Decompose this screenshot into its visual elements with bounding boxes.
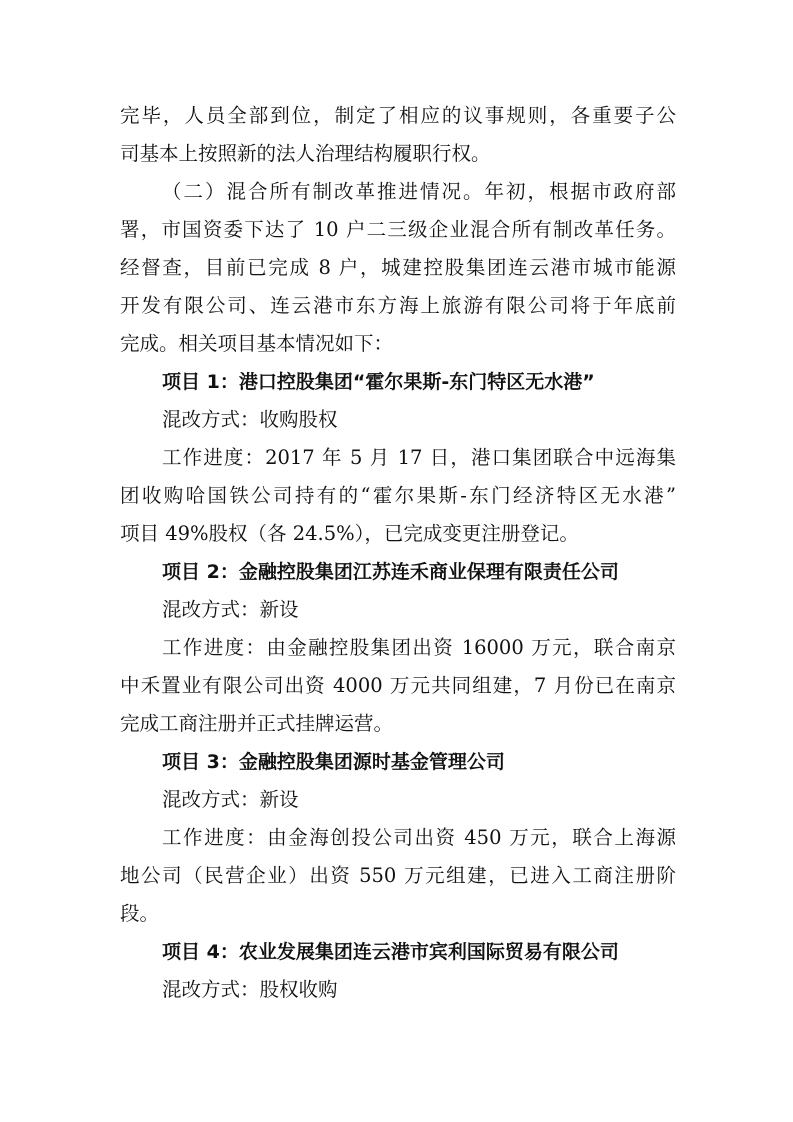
paragraph-line: 完成。相关项目基本情况如下： xyxy=(120,332,394,355)
paragraph-line: 经督查，目前已完成 8 户，城建控股集团连云港市城市能源 xyxy=(120,256,676,279)
paragraph-line: 项目 49%股权（各 24.5%），已完成变更注册登记。 xyxy=(120,522,579,545)
section-heading-line: （二）混合所有制改革推进情况。年初，根据市政府部 xyxy=(162,180,676,203)
paragraph-line: 中禾置业有限公司出资 4000 万元共同组建，7 月份已在南京 xyxy=(120,674,676,697)
paragraph-line: 开发有限公司、连云港市东方海上旅游有限公司将于年底前 xyxy=(120,294,676,317)
project-3-progress: 工作进度：由金海创投公司出资 450 万元，联合上海源 xyxy=(162,826,676,849)
project-4-title: 项目 4：农业发展集团连云港市宾利国际贸易有限公司 xyxy=(162,941,619,963)
project-3-title: 项目 3：金融控股集团源时基金管理公司 xyxy=(162,751,505,773)
paragraph-line: 司基本上按照新的法人治理结构履职行权。 xyxy=(120,142,491,165)
project-2-title: 项目 2：金融控股集团江苏连禾商业保理有限责任公司 xyxy=(162,561,619,583)
project-1-progress: 工作进度：2017 年 5 月 17 日，港口集团联合中远海集 xyxy=(162,446,676,469)
paragraph-line: 完成工商注册并正式挂牌运营。 xyxy=(120,712,394,735)
paragraph-line: 署，市国资委下达了 10 户二三级企业混合所有制改革任务。 xyxy=(120,218,676,241)
paragraph-line: 完毕，人员全部到位，制定了相应的议事规则，各重要子公 xyxy=(120,104,676,127)
project-3-method: 混改方式：新设 xyxy=(162,788,299,811)
paragraph-line: 段。 xyxy=(120,902,160,925)
project-1-title: 项目 1：港口控股集团“霍尔果斯-东门特区无水港” xyxy=(162,371,595,393)
paragraph-line: 团收购哈国铁公司持有的“霍尔果斯-东门经济特区无水港” xyxy=(120,484,676,507)
project-1-method: 混改方式：收购股权 xyxy=(162,408,338,431)
project-2-method: 混改方式：新设 xyxy=(162,598,299,621)
paragraph-line: 地公司（民营企业）出资 550 万元组建，已进入工商注册阶 xyxy=(120,864,676,887)
project-2-progress: 工作进度：由金融控股集团出资 16000 万元，联合南京 xyxy=(162,636,676,659)
document-body xyxy=(120,97,676,1009)
project-4-method: 混改方式：股权收购 xyxy=(162,978,338,1001)
